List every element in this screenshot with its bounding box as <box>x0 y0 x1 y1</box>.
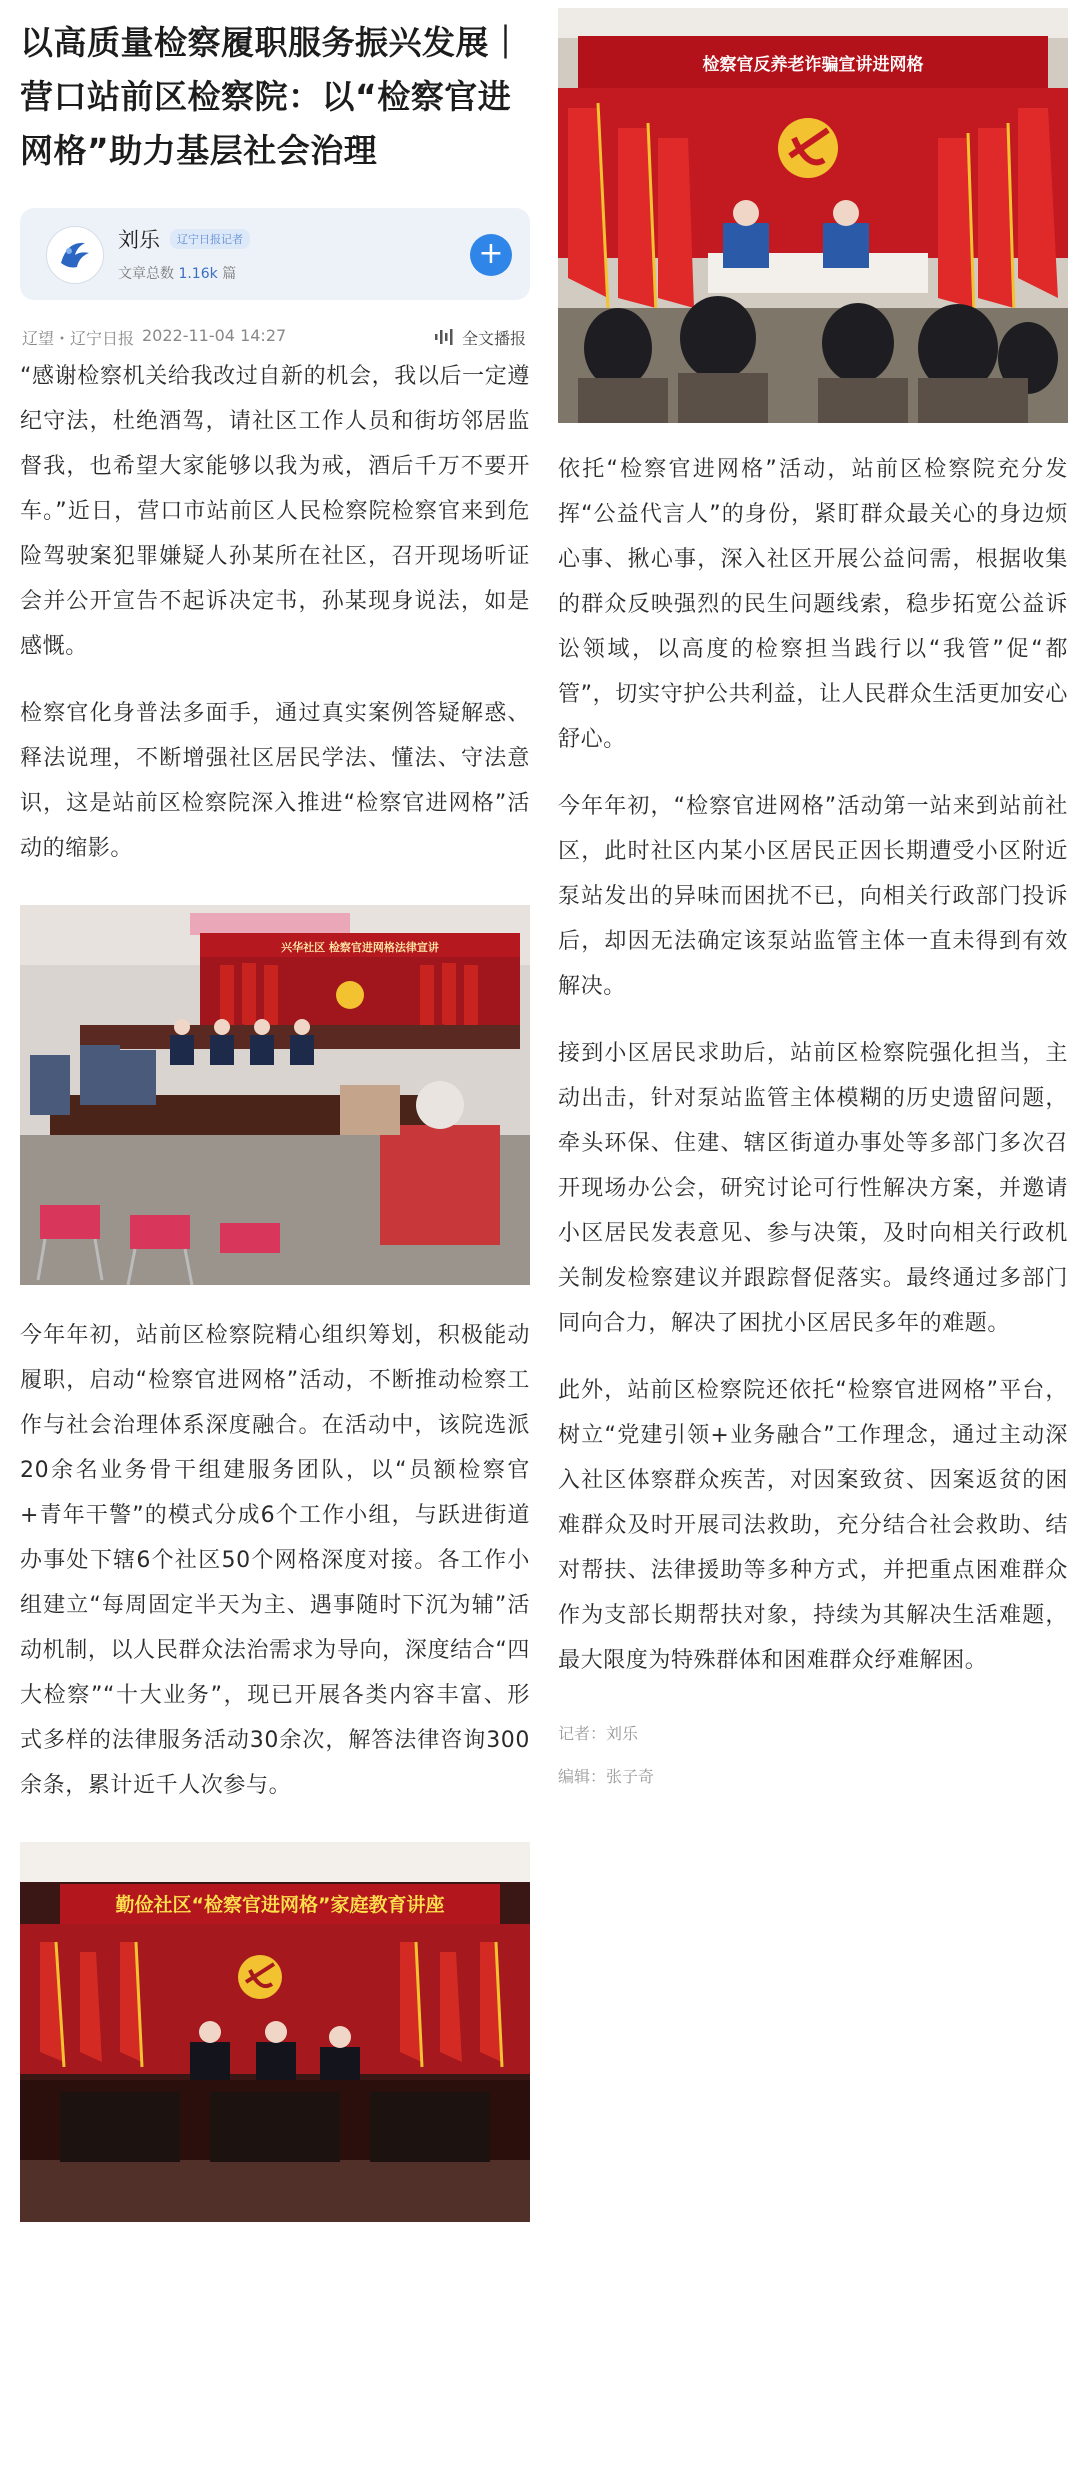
meta-row <box>20 322 530 352</box>
right-column <box>558 0 1068 1787</box>
author-tag: 辽宁日报记者 <box>170 229 250 249</box>
paragraph: 接到小区居民求助后，站前区检察院强化担当，主动出击，针对泵站监管主体模糊的历史遗留问题，牵头环保、住建、辖区街道办事处等多部门多次召开现场办公会，研究讨论可行性解决方案，并邀请小区居民发表意见、参与决策，及时向相关行政机关制发检察建议并跟踪督促落实。最终通过多部门同向合力，解决了困扰小区居民多年的难题。 <box>558 1041 1068 1336</box>
author-card[interactable] <box>20 208 530 300</box>
author-avatar[interactable] <box>46 226 104 284</box>
photo-anti-fraud-lecture[interactable] <box>558 8 1068 423</box>
photo-banner: 检察官反养老诈骗宣讲进网格 <box>702 55 924 75</box>
meta-source[interactable]: 辽望・辽宁日报 <box>22 329 135 348</box>
paragraph: 此外，站前区检察院还依托“检察官进网格”平台，树立“党建引领+业务融合”工作理念，通过主动深入社区体察群众疾苦，对因案致贫、因案返贫的困难群众及时开展司法救助，充分结合社会救助、结对帮扶、法律援助等多种方式，并把重点困难群众作为支部长期帮扶对象，持续为其解决生活难题，最大限度为特殊群体和困难群众纾难解困。 <box>558 1378 1068 1673</box>
photo-community-lecture[interactable] <box>20 905 530 1285</box>
meeting-room-photo <box>20 905 530 1285</box>
reporter-credit: 记者：刘乐 <box>558 1724 639 1743</box>
photo-family-lecture[interactable] <box>20 1842 530 2222</box>
article-title: 以高质量检察履职服务振兴发展｜营口站前区检察院：以“检察官进网格”助力基层社会治理 <box>20 23 523 170</box>
listen-label: 全文播报 <box>461 329 526 348</box>
listen-button[interactable] <box>434 326 526 349</box>
stats-label: 文章总数 <box>118 266 174 282</box>
photo-banner: 兴华社区 检察官进网格法律宣讲 <box>281 941 439 954</box>
audio-wave-icon <box>434 328 456 346</box>
stats-value: 1.16k <box>178 266 218 282</box>
author-name[interactable]: 刘乐 <box>118 228 160 252</box>
paragraph: 检察官化身普法多面手，通过真实案例答疑解惑、释法说理，不断增强社区居民学法、懂法、守法意识，这是站前区检察院深入推进“检察官进网格”活动的缩影。 <box>20 701 530 861</box>
paragraph: 今年年初，站前区检察院精心组织筹划，积极能动履职，启动“检察官进网格”活动，不断推动检察工作与社会治理体系深度融合。在活动中，该院选派20余名业务骨干组建服务团队，以“员额检察官+青年干警”的模式分成6个工作小组，与跃进街道办事处下辖6个社区50个网格深度对接。各工作小组建立“每周固定半天为主、遇事随时下沉为辅”活动机制，以人民群众法治需求为导向，深度结合“四大检察”“十大业务”，现已开展各类内容丰富、形式多样的法律服务活动30余次，解答法律咨询300余条，累计近千人次参与。 <box>20 1323 530 1798</box>
paragraph: 依托“检察官进网格”活动，站前区检察院充分发挥“公益代言人”的身份，紧盯群众最关心的身边烦心事、揪心事，深入社区开展公益问需，根据收集的群众反映强烈的民生问题线索，稳步拓宽公益诉讼领域，以高度的检察担当践行以“我管”促“都管”，切实守护公共利益，让人民群众生活更加安心舒心。 <box>558 457 1068 752</box>
editor-credit: 编辑：张子奇 <box>558 1767 655 1786</box>
left-column <box>20 0 530 2222</box>
liaowang-logo-icon <box>47 227 103 283</box>
meta-date: 2022-11-04 14:27 <box>142 326 287 345</box>
follow-button[interactable]: + <box>470 234 512 276</box>
paragraph: 今年年初，“检察官进网格”活动第一站来到站前社区，此时社区内某小区居民正因长期遭受小区附近泵站发出的异味而困扰不已，向相关行政部门投诉后，却因无法确定该泵站监管主体一直未得到有效解决。 <box>558 794 1068 999</box>
paragraph: “感谢检察机关给我改过自新的机会，我以后一定遵纪守法，杜绝酒驾，请社区工作人员和街坊邻居监督我，也希望大家能够以我为戒，酒后千万不要开车。”近日，营口市站前区人民检察院检察官来到危险驾驶案犯罪嫌疑人孙某所在社区，召开现场听证会并公开宣告不起诉决定书，孙某现身说法，如是感慨。 <box>20 364 530 659</box>
stats-unit: 篇 <box>222 266 237 282</box>
photo-banner: 勤俭社区“检察官进网格”家庭教育讲座 <box>115 1894 445 1916</box>
author-stats <box>118 263 236 283</box>
